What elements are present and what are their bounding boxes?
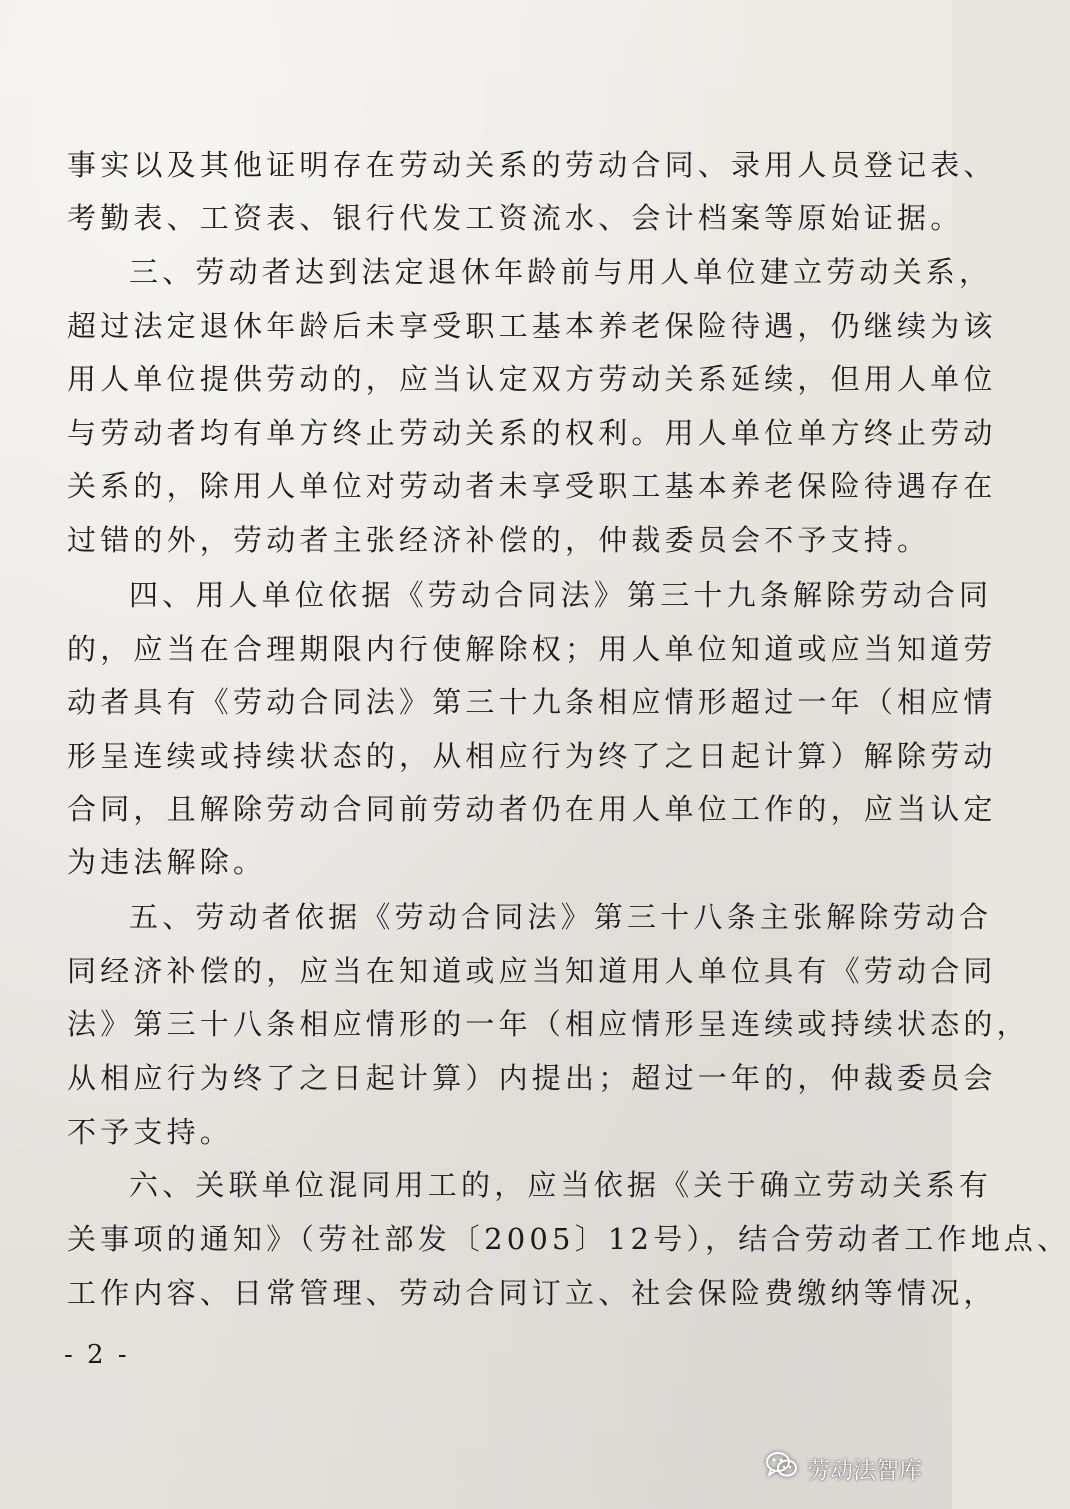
watermark-text: 劳动法智库 (807, 1457, 922, 1484)
text-line: 动者具有《劳动合同法》第三十九条相应情形超过一年（相应情 (67, 685, 997, 719)
text-line: 不予支持。 (67, 1115, 234, 1149)
text-line: 法》第三十八条相应情形的一年（相应情形呈连续或持续状态的， (67, 1007, 1030, 1041)
text-line: 的，应当在合理期限内行使解除权；用人单位知道或应当知道劳 (67, 632, 997, 666)
paragraph-6-start: 六、关联单位混同用工的，应当依据《关于确立劳动关系有 (129, 1168, 993, 1202)
text-line: 过错的外，劳动者主张经济补偿的，仲裁委员会不予支持。 (67, 523, 931, 557)
watermark (765, 1450, 922, 1486)
text-line: 工作内容、日常管理、劳动合同订立、社会保险费缴纳等情况， (67, 1276, 997, 1310)
text-line: 从相应行为终了之日起计算）内提出；超过一年的，仲裁委员会 (67, 1061, 997, 1095)
text-line: 为违法解除。 (67, 845, 267, 879)
page-number: - 2 - (64, 1340, 130, 1370)
text-line: 考勤表、工资表、银行代发工资流水、会计档案等原始证据。 (67, 201, 964, 235)
text-line: 关系的，除用人单位对劳动者未享受职工基本养老保险待遇存在 (67, 469, 997, 503)
text-line: 形呈连续或持续状态的，从相应行为终了之日起计算）解除劳动 (67, 739, 997, 773)
text-line: 超过法定退休年龄后未享受职工基本养老保险待遇，仍继续为该 (67, 309, 997, 343)
paragraph-4-start: 四、用人单位依据《劳动合同法》第三十九条解除劳动合同 (129, 578, 993, 612)
paragraph-3-start: 三、劳动者达到法定退休年龄前与用人单位建立劳动关系， (129, 255, 993, 289)
text-line: 用人单位提供劳动的，应当认定双方劳动关系延续，但用人单位 (67, 362, 997, 396)
text-line: 合同，且解除劳动合同前劳动者仍在用人单位工作的，应当认定 (67, 792, 997, 826)
text-line: 事实以及其他证明存在劳动关系的劳动合同、录用人员登记表、 (67, 148, 997, 182)
paragraph-5-start: 五、劳动者依据《劳动合同法》第三十八条主张解除劳动合 (129, 900, 993, 934)
text-line: 与劳动者均有单方终止劳动关系的权利。用人单位单方终止劳动 (67, 416, 997, 450)
text-line: 关事项的通知》（劳社部发〔2005〕12号），结合劳动者工作地点、 (67, 1222, 1070, 1256)
wechat-icon (765, 1450, 799, 1486)
text-line: 同经济补偿的，应当在知道或应当知道用人单位具有《劳动合同 (67, 954, 997, 988)
